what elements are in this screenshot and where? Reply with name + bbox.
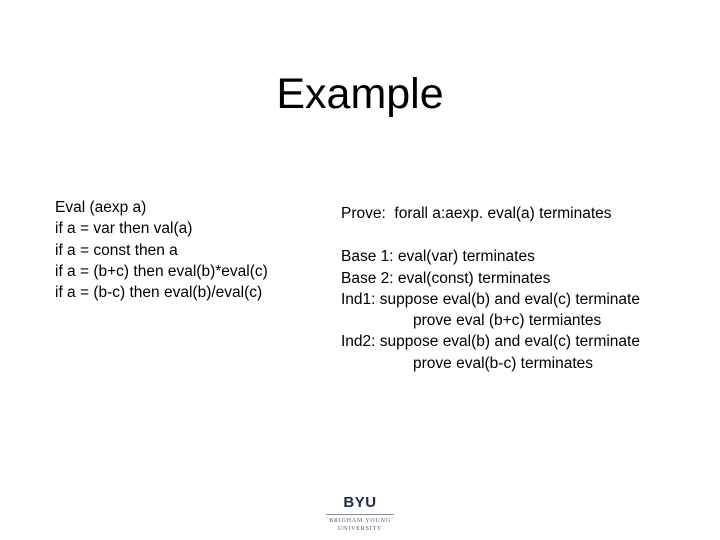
slide-title: Example	[276, 70, 444, 118]
code-line: if a = (b+c) then eval(b)*eval(c)	[55, 262, 268, 280]
eval-definition	[55, 197, 268, 303]
code-line: if a = var then val(a)	[55, 220, 193, 238]
proof-spacer	[341, 224, 640, 246]
logo-subtitle-line-2: UNIVERSITY	[338, 526, 382, 532]
base-case-2: Base 2: eval(const) terminates	[341, 269, 551, 287]
code-line: if a = (b-c) then eval(b)/eval(c)	[55, 284, 263, 302]
inductive-case-2: Ind2: suppose eval(b) and eval(c) terminate	[341, 333, 640, 351]
code-line: if a = const then a	[55, 241, 178, 259]
logo-subtitle-line-1: BRIGHAM YOUNG	[329, 518, 391, 524]
logo-mark: BYU	[343, 494, 377, 511]
inductive-case-2-goal: prove eval(b-c) terminates	[413, 354, 594, 372]
proof-statement: Prove: forall a:aexp. eval(a) terminates	[341, 205, 612, 222]
base-case-1: Base 1: eval(var) terminates	[341, 248, 535, 266]
byu-logo	[322, 494, 398, 533]
logo-divider	[326, 514, 394, 515]
code-line: Eval (aexp a)	[55, 199, 147, 216]
proof-outline	[341, 203, 640, 374]
inductive-case-1-goal: prove eval (b+c) termiantes	[413, 312, 602, 330]
inductive-case-1: Ind1: suppose eval(b) and eval(c) terminate	[341, 290, 640, 308]
